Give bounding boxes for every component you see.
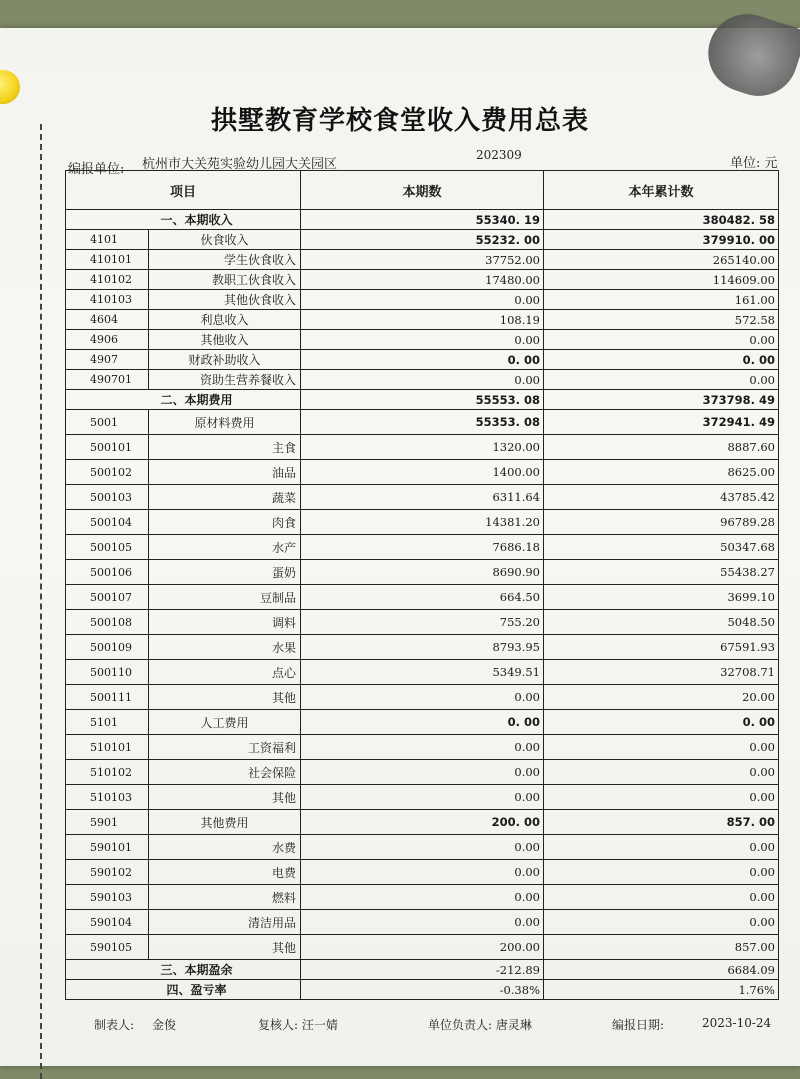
current-amount: -0.38% <box>301 980 544 1000</box>
ytd-amount: 114609.00 <box>544 270 779 290</box>
table-row <box>66 685 779 710</box>
current-amount: 200.00 <box>301 935 544 960</box>
ytd-amount: 0.00 <box>544 785 779 810</box>
table-row <box>66 960 779 980</box>
ytd-amount: 380482. 58 <box>544 210 779 230</box>
preparer-label: 制表人: <box>94 1018 135 1032</box>
table-row <box>66 980 779 1000</box>
ytd-amount: 0.00 <box>544 910 779 935</box>
account-name: 财政补助收入 <box>149 350 301 370</box>
account-name: 社会保险 <box>149 760 301 785</box>
current-amount: 5349.51 <box>301 660 544 685</box>
report-period: 202309 <box>476 148 522 162</box>
account-name: 工资福利 <box>149 735 301 760</box>
account-name: 燃料 <box>149 885 301 910</box>
table-row <box>66 860 779 885</box>
account-code: 500107 <box>66 585 149 610</box>
account-code: 5001 <box>66 410 149 435</box>
current-amount: 0.00 <box>301 735 544 760</box>
ytd-amount: 379910. 00 <box>544 230 779 250</box>
account-name: 点心 <box>149 660 301 685</box>
ytd-amount: 1.76% <box>544 980 779 1000</box>
ytd-amount: 5048.50 <box>544 610 779 635</box>
table-row <box>66 230 779 250</box>
account-name: 资助生营养餐收入 <box>149 370 301 390</box>
account-code: 590101 <box>66 835 149 860</box>
account-code: 500105 <box>66 535 149 560</box>
table-row <box>66 585 779 610</box>
account-name: 其他 <box>149 935 301 960</box>
reviewer: 复核人: 汪一婧 <box>258 1018 338 1032</box>
ytd-amount: 0.00 <box>544 370 779 390</box>
current-amount: 1320.00 <box>301 435 544 460</box>
current-amount: 200. 00 <box>301 810 544 835</box>
ytd-amount: 161.00 <box>544 290 779 310</box>
table-row <box>66 835 779 860</box>
ytd-amount: 96789.28 <box>544 510 779 535</box>
current-amount: 17480.00 <box>301 270 544 290</box>
section-label: 四、盈亏率 <box>66 980 301 1000</box>
table-row <box>66 250 779 270</box>
current-amount: 0.00 <box>301 370 544 390</box>
account-code: 590103 <box>66 885 149 910</box>
ytd-amount: 0.00 <box>544 885 779 910</box>
account-name: 伙食收入 <box>149 230 301 250</box>
account-code: 410102 <box>66 270 149 290</box>
table-row <box>66 350 779 370</box>
table-row <box>66 810 779 835</box>
account-code: 490701 <box>66 370 149 390</box>
current-amount: 6311.64 <box>301 485 544 510</box>
account-name: 其他费用 <box>149 810 301 835</box>
account-code: 410101 <box>66 250 149 270</box>
column-header-item: 项目 <box>66 171 301 210</box>
table-row <box>66 290 779 310</box>
account-name: 教职工伙食收入 <box>149 270 301 290</box>
table-body <box>66 210 779 1000</box>
ytd-amount: 857. 00 <box>544 810 779 835</box>
current-amount: 0.00 <box>301 885 544 910</box>
table-row <box>66 560 779 585</box>
ytd-amount: 0.00 <box>544 835 779 860</box>
column-header-current: 本期数 <box>301 171 544 210</box>
account-code: 500109 <box>66 635 149 660</box>
account-code: 4907 <box>66 350 149 370</box>
ytd-amount: 43785.42 <box>544 485 779 510</box>
table-row <box>66 760 779 785</box>
ytd-amount: 67591.93 <box>544 635 779 660</box>
table-row <box>66 330 779 350</box>
unit-head: 单位负责人: 唐灵琳 <box>428 1018 532 1032</box>
table-row <box>66 485 779 510</box>
account-code: 5901 <box>66 810 149 835</box>
account-code: 590105 <box>66 935 149 960</box>
ytd-amount: 6684.09 <box>544 960 779 980</box>
account-code: 5101 <box>66 710 149 735</box>
current-amount: 14381.20 <box>301 510 544 535</box>
account-name: 水费 <box>149 835 301 860</box>
current-amount: 8690.90 <box>301 560 544 585</box>
preparer-name: 金俊 <box>152 1018 177 1032</box>
table-row <box>66 410 779 435</box>
ytd-amount: 373798. 49 <box>544 390 779 410</box>
ytd-amount: 0.00 <box>544 760 779 785</box>
table-row <box>66 390 779 410</box>
unit-label: 编报单位: <box>68 162 125 177</box>
report-table-wrapper <box>65 170 779 1000</box>
account-name: 肉食 <box>149 510 301 535</box>
ytd-amount: 8887.60 <box>544 435 779 460</box>
account-code: 410103 <box>66 290 149 310</box>
account-code: 500104 <box>66 510 149 535</box>
account-code: 510102 <box>66 760 149 785</box>
table-row <box>66 460 779 485</box>
table-row <box>66 535 779 560</box>
report-date: 2023-10-24 <box>702 1016 772 1030</box>
table-row <box>66 270 779 290</box>
table-row <box>66 710 779 735</box>
account-name: 其他 <box>149 785 301 810</box>
table-row <box>66 635 779 660</box>
income-expense-table <box>65 170 779 1000</box>
account-name: 人工费用 <box>149 710 301 735</box>
account-code: 500106 <box>66 560 149 585</box>
account-code: 500110 <box>66 660 149 685</box>
ytd-amount: 20.00 <box>544 685 779 710</box>
account-name: 水产 <box>149 535 301 560</box>
current-amount: 8793.95 <box>301 635 544 660</box>
current-amount: 55340. 19 <box>301 210 544 230</box>
ytd-amount: 0.00 <box>544 860 779 885</box>
ytd-amount: 265140.00 <box>544 250 779 270</box>
current-amount: 0.00 <box>301 760 544 785</box>
current-amount: 0. 00 <box>301 710 544 735</box>
account-name: 水果 <box>149 635 301 660</box>
perforation-line <box>40 124 42 1079</box>
table-row <box>66 510 779 535</box>
account-code: 500103 <box>66 485 149 510</box>
account-code: 590104 <box>66 910 149 935</box>
account-name: 蔬菜 <box>149 485 301 510</box>
account-code: 500108 <box>66 610 149 635</box>
account-name: 油品 <box>149 460 301 485</box>
account-name: 其他 <box>149 685 301 710</box>
account-name: 其他伙食收入 <box>149 290 301 310</box>
current-amount: 108.19 <box>301 310 544 330</box>
ytd-amount: 3699.10 <box>544 585 779 610</box>
section-label: 二、本期费用 <box>66 390 301 410</box>
current-amount: 755.20 <box>301 610 544 635</box>
table-row <box>66 610 779 635</box>
account-code: 500101 <box>66 435 149 460</box>
table-row <box>66 370 779 390</box>
column-header-ytd: 本年累计数 <box>544 171 779 210</box>
unit-name: 杭州市大关苑实验幼儿园大关园区 <box>142 157 338 172</box>
account-code: 510101 <box>66 735 149 760</box>
section-label: 三、本期盈余 <box>66 960 301 980</box>
current-amount: 0.00 <box>301 860 544 885</box>
account-name: 学生伙食收入 <box>149 250 301 270</box>
account-name: 主食 <box>149 435 301 460</box>
date-label: 编报日期: <box>612 1018 665 1032</box>
current-amount: 7686.18 <box>301 535 544 560</box>
account-code: 500111 <box>66 685 149 710</box>
current-amount: 37752.00 <box>301 250 544 270</box>
current-amount: -212.89 <box>301 960 544 980</box>
ytd-amount: 572.58 <box>544 310 779 330</box>
current-amount: 0.00 <box>301 685 544 710</box>
ytd-amount: 8625.00 <box>544 460 779 485</box>
table-row <box>66 935 779 960</box>
current-amount: 0.00 <box>301 910 544 935</box>
ytd-amount: 50347.68 <box>544 535 779 560</box>
ytd-amount: 372941. 49 <box>544 410 779 435</box>
ytd-amount: 55438.27 <box>544 560 779 585</box>
account-code: 4604 <box>66 310 149 330</box>
current-amount: 55353. 08 <box>301 410 544 435</box>
ytd-amount: 0. 00 <box>544 350 779 370</box>
table-row <box>66 435 779 460</box>
account-name: 其他收入 <box>149 330 301 350</box>
table-row <box>66 885 779 910</box>
account-code: 590102 <box>66 860 149 885</box>
account-name: 原材料费用 <box>149 410 301 435</box>
account-code: 500102 <box>66 460 149 485</box>
ytd-amount: 0.00 <box>544 735 779 760</box>
current-amount: 0. 00 <box>301 350 544 370</box>
ytd-amount: 857.00 <box>544 935 779 960</box>
section-label: 一、本期收入 <box>66 210 301 230</box>
currency-unit: 单位: 元 <box>730 156 778 171</box>
current-amount: 0.00 <box>301 785 544 810</box>
account-name: 豆制品 <box>149 585 301 610</box>
ytd-amount: 0.00 <box>544 330 779 350</box>
ytd-amount: 0. 00 <box>544 710 779 735</box>
current-amount: 664.50 <box>301 585 544 610</box>
account-name: 电费 <box>149 860 301 885</box>
table-row <box>66 735 779 760</box>
current-amount: 0.00 <box>301 330 544 350</box>
account-code: 4101 <box>66 230 149 250</box>
account-code: 510103 <box>66 785 149 810</box>
account-name: 蛋奶 <box>149 560 301 585</box>
account-name: 调料 <box>149 610 301 635</box>
table-row <box>66 210 779 230</box>
current-amount: 55553. 08 <box>301 390 544 410</box>
current-amount: 1400.00 <box>301 460 544 485</box>
ytd-amount: 32708.71 <box>544 660 779 685</box>
table-row <box>66 910 779 935</box>
report-title: 拱墅教育学校食堂收入费用总表 <box>210 106 589 136</box>
current-amount: 0.00 <box>301 290 544 310</box>
current-amount: 55232. 00 <box>301 230 544 250</box>
account-name: 利息收入 <box>149 310 301 330</box>
table-row <box>66 310 779 330</box>
table-row <box>66 660 779 685</box>
current-amount: 0.00 <box>301 835 544 860</box>
table-row <box>66 785 779 810</box>
account-name: 清洁用品 <box>149 910 301 935</box>
account-code: 4906 <box>66 330 149 350</box>
